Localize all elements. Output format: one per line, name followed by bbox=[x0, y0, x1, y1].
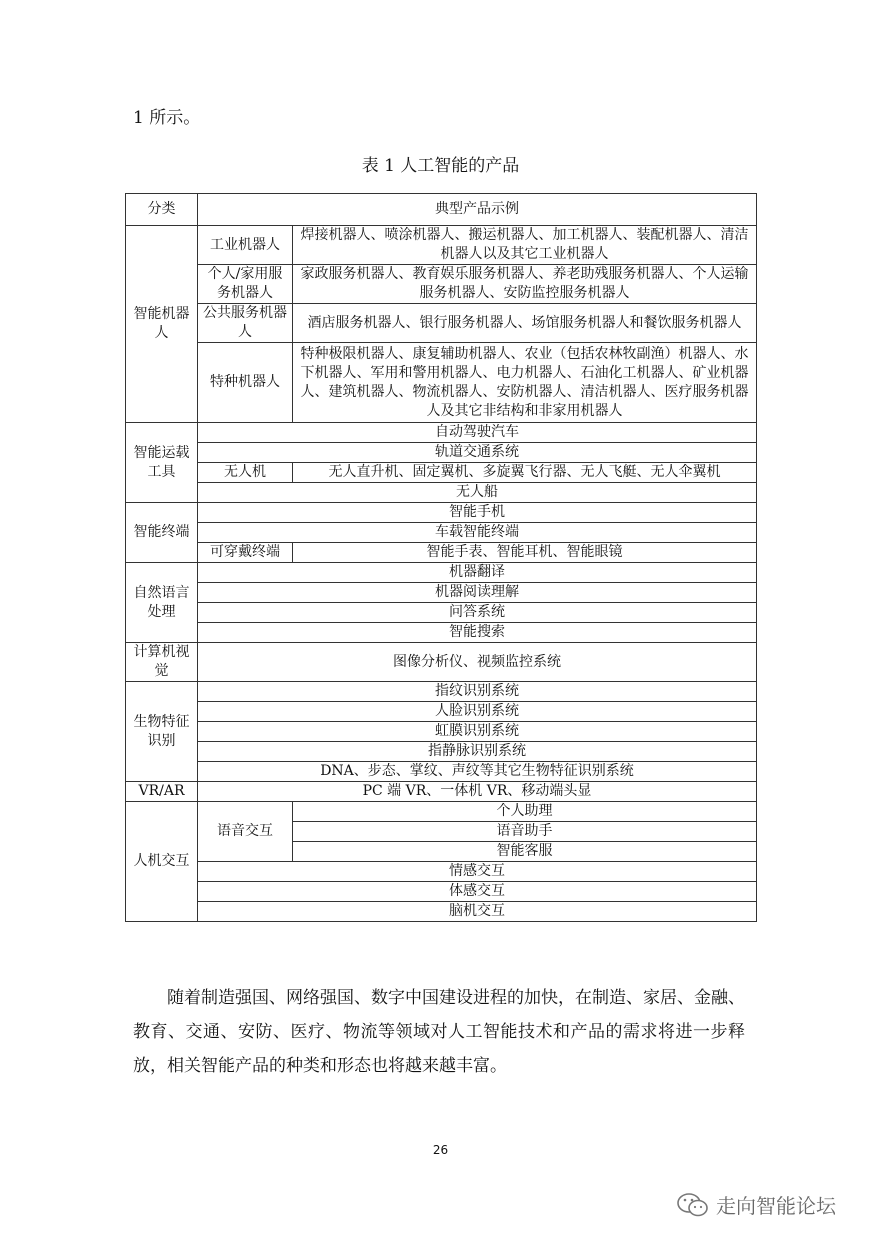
category-cv: 计算机视觉 bbox=[126, 643, 198, 682]
ai-products-table bbox=[125, 193, 757, 922]
intro-text: 1 所示。 bbox=[133, 108, 201, 128]
table-row bbox=[126, 343, 757, 423]
table-row bbox=[126, 742, 757, 762]
table-row bbox=[126, 503, 757, 523]
header-examples: 典型产品示例 bbox=[198, 194, 757, 226]
examples-cell: 家政服务机器人、教育娱乐服务机器人、养老助残服务机器人、个人运输服务机器人、安防监控服务机器人 bbox=[293, 265, 757, 304]
examples-cell: 指静脉识别系统 bbox=[198, 742, 757, 762]
examples-cell: DNA、步态、掌纹、声纹等其它生物特征识别系统 bbox=[198, 762, 757, 782]
examples-cell: 特种极限机器人、康复辅助机器人、农业（包括农林牧副渔）机器人、水下机器人、军用和警用机器人、电力机器人、石油化工机器人、矿业机器人、建筑机器人、物流机器人、安防机器人、清洁机器人、医疗服务机器人及其它非结构和非家用机器人 bbox=[293, 343, 757, 423]
table-row bbox=[126, 463, 757, 483]
examples-cell: 无人船 bbox=[198, 483, 757, 503]
subcategory-cell: 公共服务机器人 bbox=[198, 304, 293, 343]
examples-cell: 图像分析仪、视频监控系统 bbox=[198, 643, 757, 682]
examples-cell: 人脸识别系统 bbox=[198, 702, 757, 722]
table-row bbox=[126, 722, 757, 742]
table-row bbox=[126, 423, 757, 443]
table-row bbox=[126, 226, 757, 265]
examples-cell: 焊接机器人、喷涂机器人、搬运机器人、加工机器人、装配机器人、清洁机器人以及其它工业机器人 bbox=[293, 226, 757, 265]
watermark bbox=[676, 1190, 836, 1219]
examples-cell: 智能手表、智能耳机、智能眼镜 bbox=[293, 543, 757, 563]
examples-cell: 酒店服务机器人、银行服务机器人、场馆服务机器人和餐饮服务机器人 bbox=[293, 304, 757, 343]
subcategory-cell: 可穿戴终端 bbox=[198, 543, 293, 563]
examples-cell: 个人助理 bbox=[293, 802, 757, 822]
subcategory-cell: 个人/家用服务机器人 bbox=[198, 265, 293, 304]
table-row bbox=[126, 443, 757, 463]
examples-cell: 自动驾驶汽车 bbox=[198, 423, 757, 443]
table-row bbox=[126, 583, 757, 603]
examples-cell: 虹膜识别系统 bbox=[198, 722, 757, 742]
examples-cell: 智能客服 bbox=[293, 842, 757, 862]
header-category: 分类 bbox=[126, 194, 198, 226]
table-row bbox=[126, 762, 757, 782]
subcategory-cell: 语音交互 bbox=[198, 802, 293, 862]
table-header-row bbox=[126, 194, 757, 226]
examples-cell: 问答系统 bbox=[198, 603, 757, 623]
table-row bbox=[126, 802, 757, 822]
category-vehicles: 智能运载工具 bbox=[126, 423, 198, 503]
table-row bbox=[126, 563, 757, 583]
category-biometrics: 生物特征识别 bbox=[126, 682, 198, 782]
table-row bbox=[126, 643, 757, 682]
table-row bbox=[126, 623, 757, 643]
examples-cell: 指纹识别系统 bbox=[198, 682, 757, 702]
table-row bbox=[126, 682, 757, 702]
examples-cell: 机器阅读理解 bbox=[198, 583, 757, 603]
table-row bbox=[126, 543, 757, 563]
table-row bbox=[126, 265, 757, 304]
body-paragraph: 随着制造强国、网络强国、数字中国建设进程的加快，在制造、家居、金融、教育、交通、安防、医疗、物流等领域对人工智能技术和产品的需求将进一步释放，相关智能产品的种类和形态也将越来越丰富。 bbox=[133, 988, 745, 1076]
table-row bbox=[126, 882, 757, 902]
table-row bbox=[126, 523, 757, 543]
examples-cell: PC 端 VR、一体机 VR、移动端头显 bbox=[198, 782, 757, 802]
table-caption: 表 1 人工智能的产品 bbox=[361, 156, 520, 176]
table-row bbox=[126, 782, 757, 802]
examples-cell: 无人直升机、固定翼机、多旋翼飞行器、无人飞艇、无人伞翼机 bbox=[293, 463, 757, 483]
examples-cell: 智能手机 bbox=[198, 503, 757, 523]
examples-cell: 情感交互 bbox=[198, 862, 757, 882]
category-robots: 智能机器人 bbox=[126, 226, 198, 423]
category-nlp: 自然语言处理 bbox=[126, 563, 198, 643]
examples-cell: 体感交互 bbox=[198, 882, 757, 902]
examples-cell: 车载智能终端 bbox=[198, 523, 757, 543]
watermark-text: 走向智能论坛 bbox=[716, 1194, 836, 1218]
table-row bbox=[126, 862, 757, 882]
subcategory-cell: 特种机器人 bbox=[198, 343, 293, 423]
examples-cell: 智能搜索 bbox=[198, 623, 757, 643]
table-row bbox=[126, 902, 757, 922]
subcategory-cell: 无人机 bbox=[198, 463, 293, 483]
category-hci: 人机交互 bbox=[126, 802, 198, 922]
table-row bbox=[126, 483, 757, 503]
examples-cell: 机器翻译 bbox=[198, 563, 757, 583]
table-row bbox=[126, 702, 757, 722]
examples-cell: 轨道交通系统 bbox=[198, 443, 757, 463]
page-number: 26 bbox=[432, 1143, 449, 1157]
examples-cell: 语音助手 bbox=[293, 822, 757, 842]
subcategory-cell: 工业机器人 bbox=[198, 226, 293, 265]
category-vrar: VR/AR bbox=[126, 782, 198, 802]
wechat-icon bbox=[676, 1192, 710, 1218]
table-row bbox=[126, 304, 757, 343]
category-terminals: 智能终端 bbox=[126, 503, 198, 563]
examples-cell: 脑机交互 bbox=[198, 902, 757, 922]
table-row bbox=[126, 603, 757, 623]
